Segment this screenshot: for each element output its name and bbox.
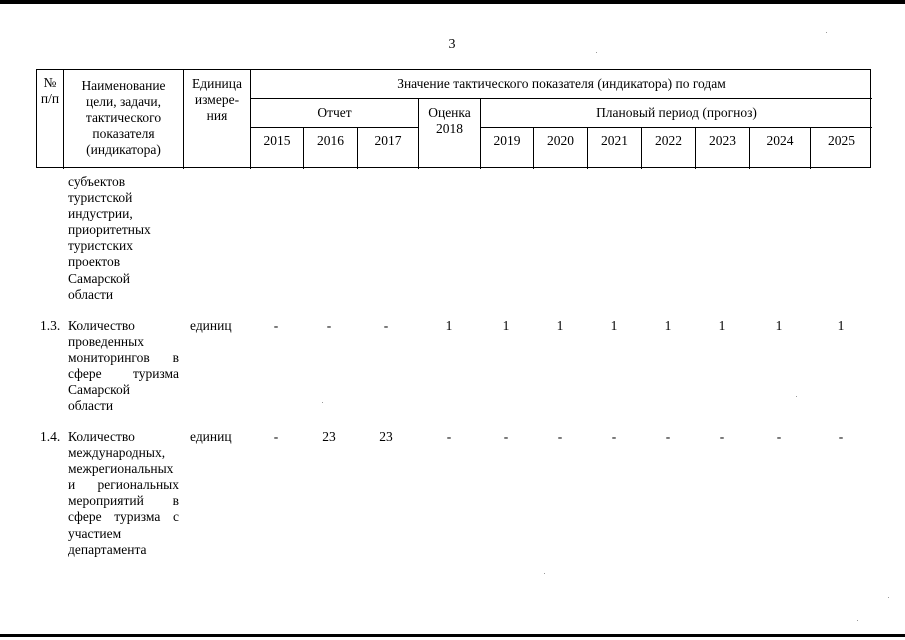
value-2021: - — [611, 429, 617, 444]
value-2023: - — [719, 429, 725, 444]
page-number: 3 — [448, 37, 456, 52]
scan-speck — [796, 396, 797, 397]
row-unit: единиц — [190, 429, 232, 444]
header-year-2017: 2017 — [374, 133, 402, 148]
row-number: 1.4. — [40, 429, 61, 444]
value-2025: 1 — [837, 318, 845, 333]
header-year-2020: 2020 — [547, 133, 574, 148]
header-year-2015: 2015 — [263, 133, 291, 148]
value-2020: 1 — [556, 318, 564, 333]
value-2015: - — [273, 318, 279, 333]
row-unit: единиц — [190, 318, 232, 333]
value-2019: - — [503, 429, 509, 444]
header-col-name: Наименование цели, задачи, тактического показателя (индикатора) — [81, 78, 166, 157]
value-2016: - — [326, 318, 332, 333]
value-2018: - — [446, 429, 452, 444]
scan-speck — [544, 573, 545, 574]
header-year-2024: 2024 — [766, 133, 794, 148]
value-2023: 1 — [718, 318, 726, 333]
header-estimate-label: Оценка 2018 — [428, 105, 471, 136]
row-name: Количество международных, межрегиональных и региональных мероприятий в сфере туризма с участием департамента — [68, 429, 179, 557]
scan-speck — [857, 620, 858, 621]
header-year-2021: 2021 — [601, 133, 628, 148]
continuation-text: субъектов туристской индустрии, приоритетных туристских проектов Самарской области — [68, 174, 151, 302]
header-year-2022: 2022 — [655, 133, 682, 148]
header-report-label: Отчет — [317, 105, 352, 120]
value-2017: 23 — [379, 429, 393, 444]
bottom-border-rule — [0, 634, 905, 637]
value-2025: - — [838, 429, 844, 444]
header-year-2016: 2016 — [317, 133, 344, 148]
value-2019: 1 — [502, 318, 510, 333]
value-2017: - — [383, 318, 389, 333]
value-2022: - — [665, 429, 671, 444]
value-2024: 1 — [775, 318, 783, 333]
header-col-unit: Единица измере- ния — [191, 76, 242, 123]
scan-speck — [826, 32, 827, 33]
scan-speck — [888, 597, 889, 598]
scan-speck — [322, 402, 323, 403]
value-2021: 1 — [610, 318, 618, 333]
header-year-2023: 2023 — [709, 133, 736, 148]
header-year-2019: 2019 — [493, 133, 521, 148]
value-2015: - — [273, 429, 279, 444]
row-number: 1.3. — [40, 318, 61, 333]
value-2022: 1 — [664, 318, 672, 333]
header-col-number: № п/п — [40, 75, 60, 106]
header-plan-label: Плановый период (прогноз) — [596, 105, 757, 120]
value-2016: 23 — [322, 429, 336, 444]
value-2020: - — [557, 429, 563, 444]
top-border-rule — [0, 0, 905, 4]
header-year-2025: 2025 — [828, 133, 855, 148]
scan-speck — [596, 52, 597, 53]
value-2024: - — [776, 429, 782, 444]
header-group-title: Значение тактического показателя (индикатора) по годам — [397, 76, 726, 91]
table-header — [36, 69, 871, 168]
value-2018: 1 — [445, 318, 453, 333]
row-name: Количество проведенных мониторингов в сфере туризма Самарской области — [68, 318, 179, 414]
